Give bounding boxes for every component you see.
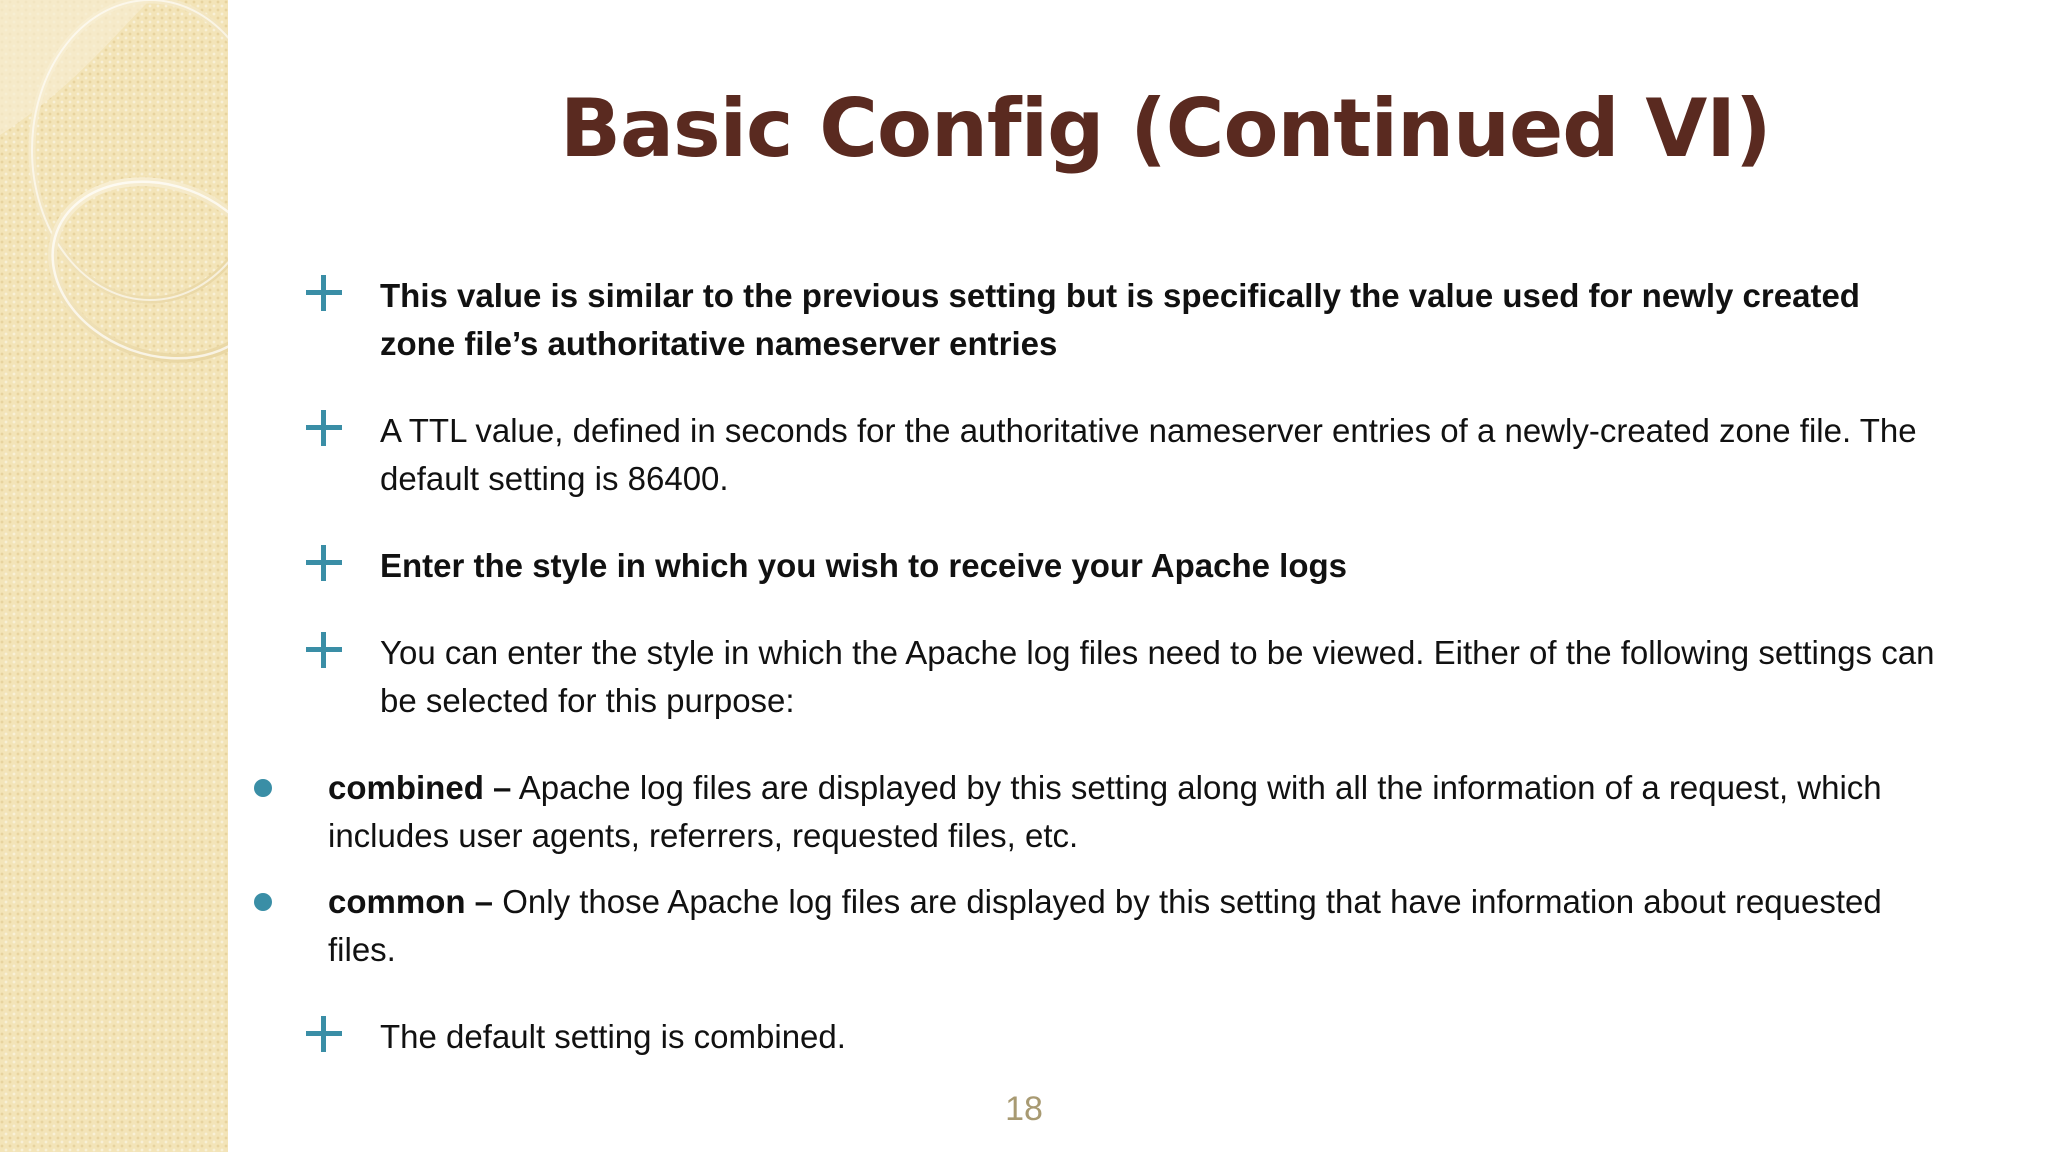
- page-number: 18: [1005, 1090, 1043, 1128]
- list-item-2: [300, 407, 1940, 503]
- decorative-side-panel: [0, 0, 228, 1152]
- decorative-rings-icon: [0, 0, 228, 420]
- list-item-text: The default setting is combined.: [380, 1018, 846, 1055]
- bullet-text: Only those Apache log files are displayed by this setting that have information about requested files.: [328, 883, 1882, 968]
- bullet-text: Apache log files are displayed by this setting along with all the information of a request, which includes user agents, referrers, requested files, etc.: [328, 769, 1882, 854]
- list-item-1: [300, 272, 1940, 368]
- list-item-text: Enter the style in which you wish to receive your Apache logs: [380, 547, 1348, 584]
- dot-icon: [254, 893, 272, 911]
- list-item-text: This value is similar to the previous setting but is specifically the value used for newly created zone file’s authoritative nameserver entries: [380, 277, 1860, 362]
- sub-bullet-common: [274, 878, 1940, 974]
- plus-icon: [300, 625, 348, 673]
- list-item-text: A TTL value, defined in seconds for the authoritative nameserver entries of a newly-created zone file. The default setting is 86400.: [380, 412, 1917, 497]
- plus-icon: [300, 1009, 348, 1057]
- bullet-term: common –: [328, 883, 494, 920]
- sub-bullet-combined: [274, 764, 1940, 860]
- plus-icon: [300, 538, 348, 586]
- list-item-4: [300, 629, 1940, 725]
- list-item-3: [300, 542, 1940, 590]
- list-item-text: You can enter the style in which the Apache log files need to be viewed. Either of the following settings can be selected for this purpose:: [380, 634, 1935, 719]
- slide-content: [300, 272, 1940, 1061]
- plus-icon: [300, 403, 348, 451]
- list-item-7: [300, 1013, 1940, 1061]
- slide-title: Basic Config (Continued VI): [560, 82, 1771, 175]
- plus-icon: [300, 268, 348, 316]
- bullet-term: combined –: [328, 769, 512, 806]
- dot-icon: [254, 779, 272, 797]
